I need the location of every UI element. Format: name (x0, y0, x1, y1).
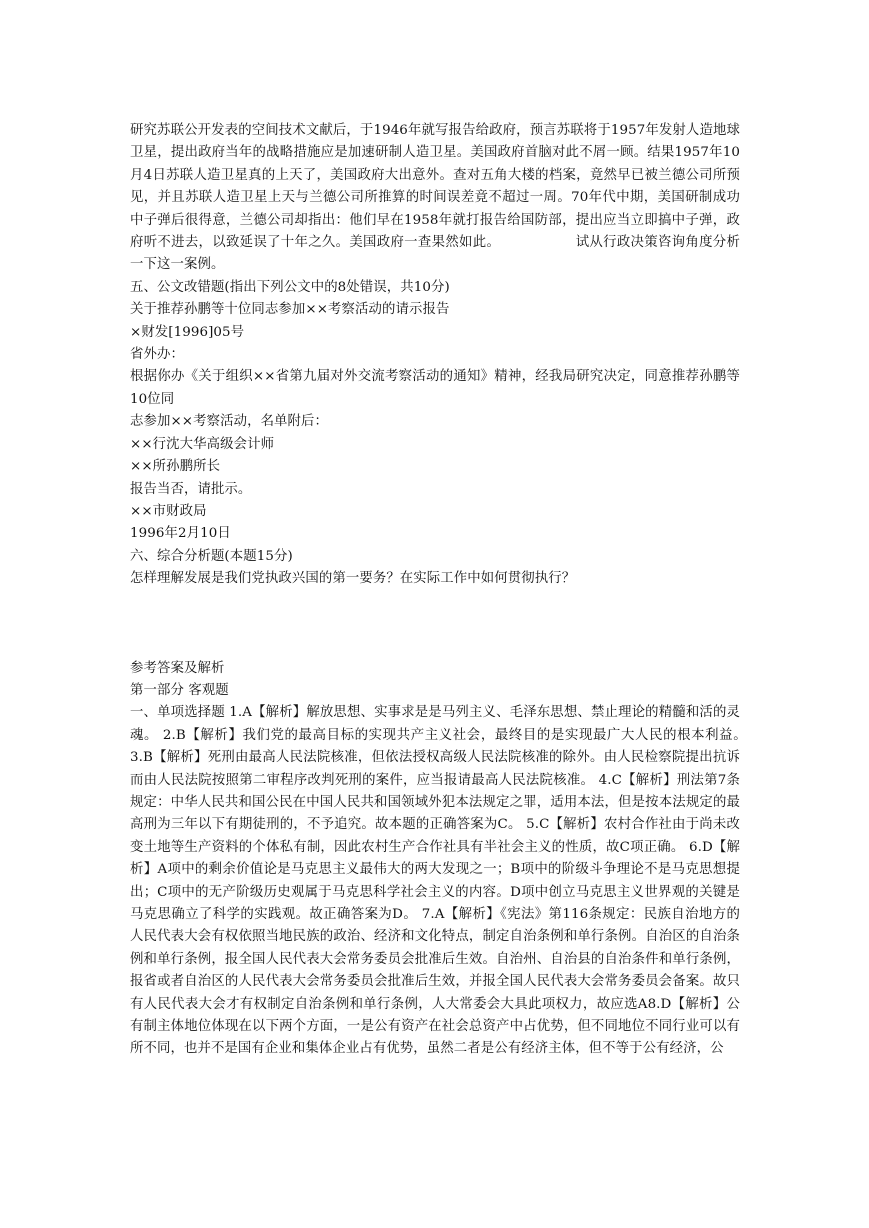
doc-signer: ××市财政局 (130, 503, 207, 519)
section6-heading: 六、综合分析题(本题15分) (130, 548, 293, 564)
doc-number: ×财发[1996]05号 (130, 324, 245, 340)
answers-heading: 参考答案及解析 (130, 660, 225, 676)
section6-question: 怎样理解发展是我们党执政兴国的第一要务？在实际工作中如何贯彻执行？ (130, 571, 576, 587)
doc-closing: 报告当否，请批示。 (130, 481, 252, 497)
document-page (130, 120, 767, 1061)
doc-body-line2: 志参加××考察活动，名单附后： (130, 414, 329, 430)
answers-paragraph: 一、单项选择题 1.A【解析】解放思想、实事求是是马列主义、毛泽东思想、禁止理论的精髓和活的灵魂。 2.B【解析】我们党的最高目标的实现共产主义社会，最终目的是实现最广大人民的根本利益。 3.B【解析】死刑由最高人民法院核准，但依法授权高级人民法院核准的除外。由人民检察院提出抗诉而由人民法院按照第二审程序改判死刑的案件，应当报请最高人民法院核准。 4.C【解析】刑法第7条规定：中华人民共和国公民在中国人民共和国领域外犯本法规定之罪，适用本法，但是按本法规定的最高刑为三年以下有期徒刑的，不予追究。故本题的正确答案为C。 5.C【解析】农村合作社由于尚未改变土地等生产资料的个体私有制，因此农村生产合作社具有半社会主义的性质，故C项正确。 6.D【解析】A项中的剩余价值论是马克思主义最伟大的两大发现之一；B项中的阶级斗争理论不是马克思想提出；C项中的无产阶级历史观属于马克思科学社会主义的内容。D项中创立马克思主义世界观的关键是马克思确立了科学的实践观。故正确答案为D。 7.A【解析】《宪法》第116条规定：民族自治地方的人民代表大会有权依照当地民族的政治、经济和文化特点，制定自治条例和单行条例。自治区的自治条例和单行条例，报全国人民代表大会常务委员会批准后生效。自治州、自治县的自治条件和单行条例，报省或者自治区的人民代表大会常务委员会批准后生效，并报全国人民代表大会常务委员会备案。故只有人民代表大会才有权制定自治条例和单行条例，人大常委会大具此项权力，故应选A8.D【解析】公有制主体地位体现在以下两个方面，一是公有资产在社会总资产中占优势，但不同地位不同行业可以有所不同，也并不是国有企业和集体企业占有优势，虽然二者是公有经济主体，但不等于公有经济，公 (130, 705, 767, 1057)
doc-recipient: 省外办： (130, 347, 184, 363)
section5-heading: 五、公文改错题(指出下列公文中的8处错误，共10分) (130, 279, 450, 295)
blank-gap (130, 591, 740, 658)
doc-date: 1996年2月10日 (130, 526, 231, 542)
case-paragraph: 研究苏联公开发表的空间技术文献后，于1946年就写报告给政府，预言苏联将于1957年发射人造地球卫星，提出政府当年的战略措施应是加速研制人造卫星。美国政府首脑对此不屑一顾。结果1957年10月4日苏联人造卫星真的上天了，美国政府大出意外。查对五角大楼的档案，竟然早已被兰德公司所预见，并且苏联人造卫星上天与兰德公司所推算的时间误差竟不超过一周。70年代中期，美国研制成功中子弹后很得意，兰德公司却指出：他们早在1958年就打报告给国防部，提出应当立即搞中子弹，政府听不进去，以致延误了十年之久。美国政府一查果然如此。 试从行政决策咨询角度分析一下这一案例。 (130, 123, 740, 273)
doc-body-line1: 根据你办《关于组织××省第九届对外交流考察活动的通知》精神，经我局研究决定，同意推荐孙鹏等10位同 (130, 369, 740, 407)
doc-title: 关于推荐孙鹏等十位同志参加××考察活动的请示报告 (130, 302, 450, 318)
doc-list-item2: ××所孙鹏所长 (130, 459, 221, 475)
doc-list-item1: ××行沈大华高级会计师 (130, 436, 275, 452)
answers-part1: 第一部分 客观题 (130, 682, 229, 698)
